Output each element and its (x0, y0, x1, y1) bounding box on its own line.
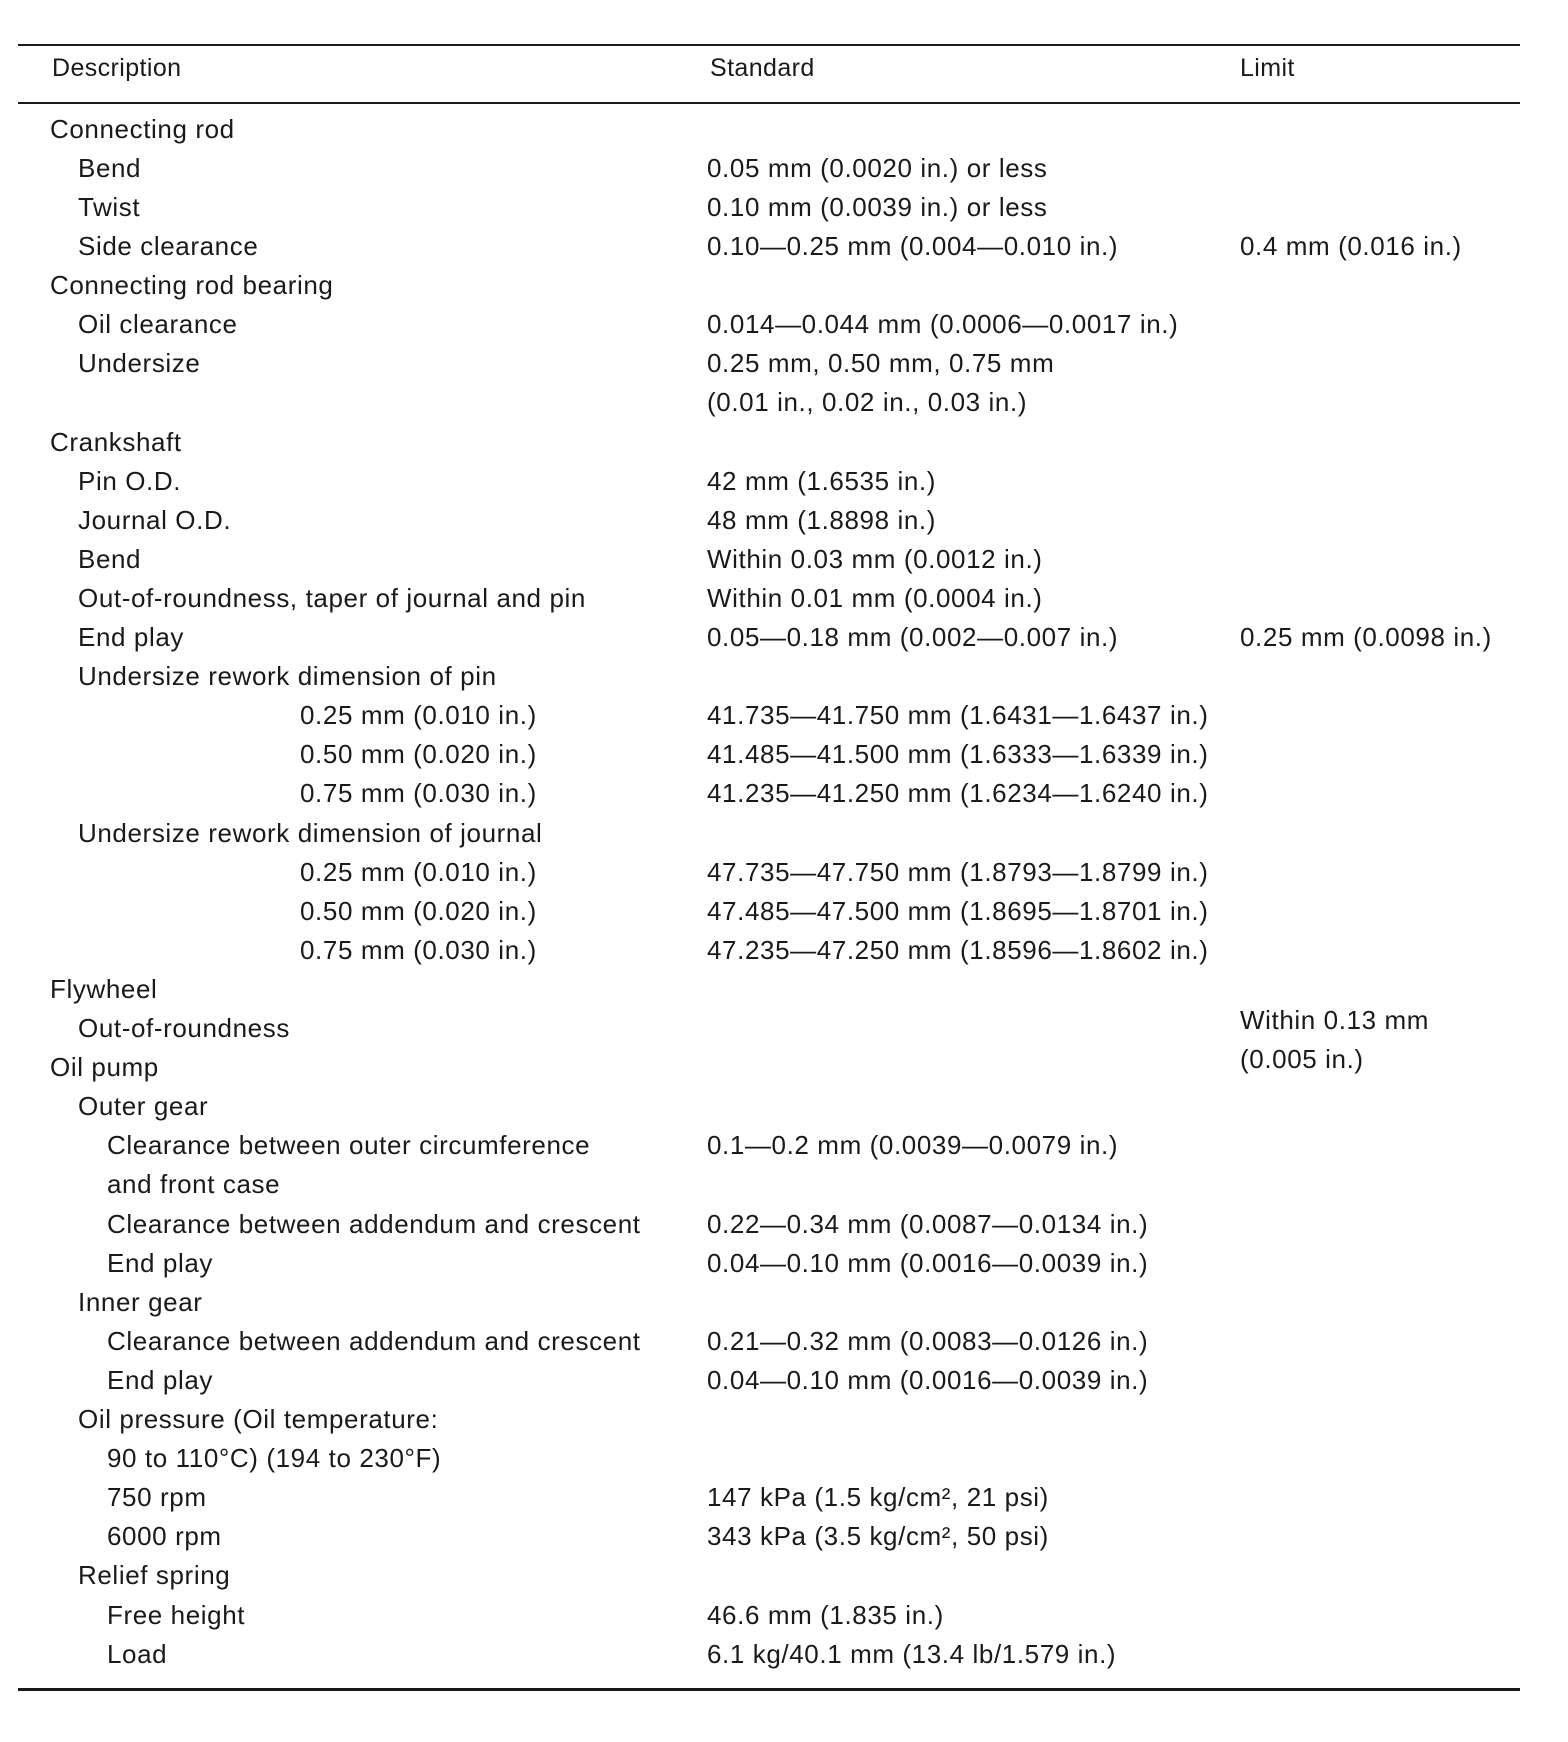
description-cell: and front case (107, 1169, 281, 1199)
description-cell: 0.75 mm (0.030 in.) (300, 935, 537, 965)
column-header-limit: Limit (1240, 54, 1295, 82)
table-row (0, 1478, 1568, 1517)
table-row (0, 227, 1568, 266)
table-row (0, 1165, 1568, 1204)
description-cell: End play (107, 1365, 213, 1395)
table-row (0, 1283, 1568, 1322)
table-row (0, 1400, 1568, 1439)
standard-cell: 0.04—0.10 mm (0.0016—0.0039 in.) (707, 1248, 1149, 1278)
column-header-standard: Standard (710, 54, 815, 82)
table-row (0, 540, 1568, 579)
description-cell: Out-of-roundness (78, 1013, 290, 1043)
standard-cell: 42 mm (1.6535 in.) (707, 466, 937, 496)
table-row (0, 1126, 1568, 1165)
description-cell: End play (107, 1248, 213, 1278)
limit-cell: (0.005 in.) (1240, 1044, 1364, 1074)
table-row (0, 462, 1568, 501)
standard-cell: 6.1 kg/40.1 mm (13.4 lb/1.579 in.) (707, 1639, 1117, 1669)
description-cell: Crankshaft (50, 427, 182, 457)
standard-cell: Within 0.01 mm (0.0004 in.) (707, 583, 1043, 613)
table-row (0, 501, 1568, 540)
description-cell: Oil pressure (Oil temperature: (78, 1404, 439, 1434)
description-cell: Outer gear (78, 1091, 209, 1121)
table-row (0, 618, 1568, 657)
table-row (0, 696, 1568, 735)
table-row (0, 1205, 1568, 1244)
table-row (0, 305, 1568, 344)
table-row (0, 579, 1568, 618)
description-cell: Side clearance (78, 231, 259, 261)
description-cell: Bend (78, 544, 142, 574)
description-cell: Connecting rod bearing (50, 270, 334, 300)
description-cell: Flywheel (50, 974, 158, 1004)
standard-cell: 47.485—47.500 mm (1.8695—1.8701 in.) (707, 896, 1209, 926)
description-cell: Connecting rod (50, 114, 235, 144)
description-cell: 6000 rpm (107, 1521, 222, 1551)
standard-cell: 0.25 mm, 0.50 mm, 0.75 mm (707, 348, 1055, 378)
description-cell: Inner gear (78, 1287, 203, 1317)
table-row (0, 931, 1568, 970)
standard-cell: 343 kPa (3.5 kg/cm², 50 psi) (707, 1521, 1049, 1551)
standard-cell: 0.04—0.10 mm (0.0016—0.0039 in.) (707, 1365, 1149, 1395)
table-row (0, 814, 1568, 853)
standard-cell: 0.1—0.2 mm (0.0039—0.0079 in.) (707, 1130, 1119, 1160)
table-row (0, 1244, 1568, 1283)
description-cell: Twist (78, 192, 141, 222)
description-cell: Undersize (78, 348, 201, 378)
standard-cell: 0.05 mm (0.0020 in.) or less (707, 153, 1048, 183)
description-cell: Free height (107, 1600, 246, 1630)
description-cell: Clearance between outer circumference (107, 1130, 591, 1160)
table-row (0, 149, 1568, 188)
table-row (0, 1635, 1568, 1674)
standard-cell: 0.22—0.34 mm (0.0087—0.0134 in.) (707, 1209, 1149, 1239)
standard-cell: 47.235—47.250 mm (1.8596—1.8602 in.) (707, 935, 1209, 965)
description-cell: End play (78, 622, 184, 652)
description-cell: Clearance between addendum and crescent (107, 1209, 641, 1239)
standard-cell: 0.10 mm (0.0039 in.) or less (707, 192, 1048, 222)
standard-cell: 41.485—41.500 mm (1.6333—1.6339 in.) (707, 739, 1209, 769)
standard-cell: 46.6 mm (1.835 in.) (707, 1600, 944, 1630)
table-row (0, 1044, 1568, 1087)
standard-cell: Within 0.03 mm (0.0012 in.) (707, 544, 1043, 574)
description-cell: 750 rpm (107, 1482, 207, 1512)
limit-cell: 0.4 mm (0.016 in.) (1240, 231, 1462, 261)
limit-cell: Within 0.13 mm (1240, 1005, 1430, 1035)
standard-cell: 41.735—41.750 mm (1.6431—1.6437 in.) (707, 700, 1209, 730)
description-cell: Out-of-roundness, taper of journal and pin (78, 583, 586, 613)
table-row (0, 344, 1568, 383)
standard-cell: 0.21—0.32 mm (0.0083—0.0126 in.) (707, 1326, 1149, 1356)
description-cell: Oil clearance (78, 309, 238, 339)
table-row (0, 657, 1568, 696)
description-cell: Bend (78, 153, 142, 183)
table-row (0, 1596, 1568, 1635)
standard-cell: 48 mm (1.8898 in.) (707, 505, 937, 535)
description-cell: Undersize rework dimension of pin (78, 661, 497, 691)
description-cell: Oil pump (50, 1052, 159, 1082)
description-cell: Pin O.D. (78, 466, 182, 496)
description-cell: 0.50 mm (0.020 in.) (300, 739, 537, 769)
description-cell: Relief spring (78, 1560, 231, 1590)
description-cell: 90 to 110°C) (194 to 230°F) (107, 1443, 442, 1473)
table-row (0, 266, 1568, 305)
standard-cell: 147 kPa (1.5 kg/cm², 21 psi) (707, 1482, 1049, 1512)
standard-cell: (0.01 in., 0.02 in., 0.03 in.) (707, 387, 1028, 417)
table-row (0, 188, 1568, 227)
description-cell: Undersize rework dimension of journal (78, 818, 543, 848)
bottom-rule (18, 1688, 1520, 1691)
standard-cell: 41.235—41.250 mm (1.6234—1.6240 in.) (707, 778, 1209, 808)
table-row (0, 1361, 1568, 1400)
table-row (0, 110, 1568, 149)
standard-cell: 47.735—47.750 mm (1.8793—1.8799 in.) (707, 857, 1209, 887)
description-cell: 0.25 mm (0.010 in.) (300, 857, 537, 887)
table-row (0, 774, 1568, 813)
description-cell: Clearance between addendum and crescent (107, 1326, 641, 1356)
table-row (0, 735, 1568, 774)
table-row (0, 1517, 1568, 1556)
table-row (0, 1087, 1568, 1126)
standard-cell: 0.05—0.18 mm (0.002—0.007 in.) (707, 622, 1119, 652)
description-cell: Load (107, 1639, 168, 1669)
table-row (0, 423, 1568, 462)
table-row (0, 1556, 1568, 1595)
description-cell: Journal O.D. (78, 505, 232, 535)
standard-cell: 0.014—0.044 mm (0.0006—0.0017 in.) (707, 309, 1179, 339)
table-row (0, 1322, 1568, 1361)
table-row (0, 892, 1568, 931)
description-cell: 0.25 mm (0.010 in.) (300, 700, 537, 730)
table-row (0, 383, 1568, 422)
column-header-description: Description (52, 54, 182, 82)
description-cell: 0.75 mm (0.030 in.) (300, 778, 537, 808)
standard-cell: 0.10—0.25 mm (0.004—0.010 in.) (707, 231, 1119, 261)
header-rule (18, 102, 1520, 104)
description-cell: 0.50 mm (0.020 in.) (300, 896, 537, 926)
top-rule (18, 44, 1520, 46)
limit-cell: 0.25 mm (0.0098 in.) (1240, 622, 1492, 652)
table-row (0, 1439, 1568, 1478)
table-row (0, 853, 1568, 892)
